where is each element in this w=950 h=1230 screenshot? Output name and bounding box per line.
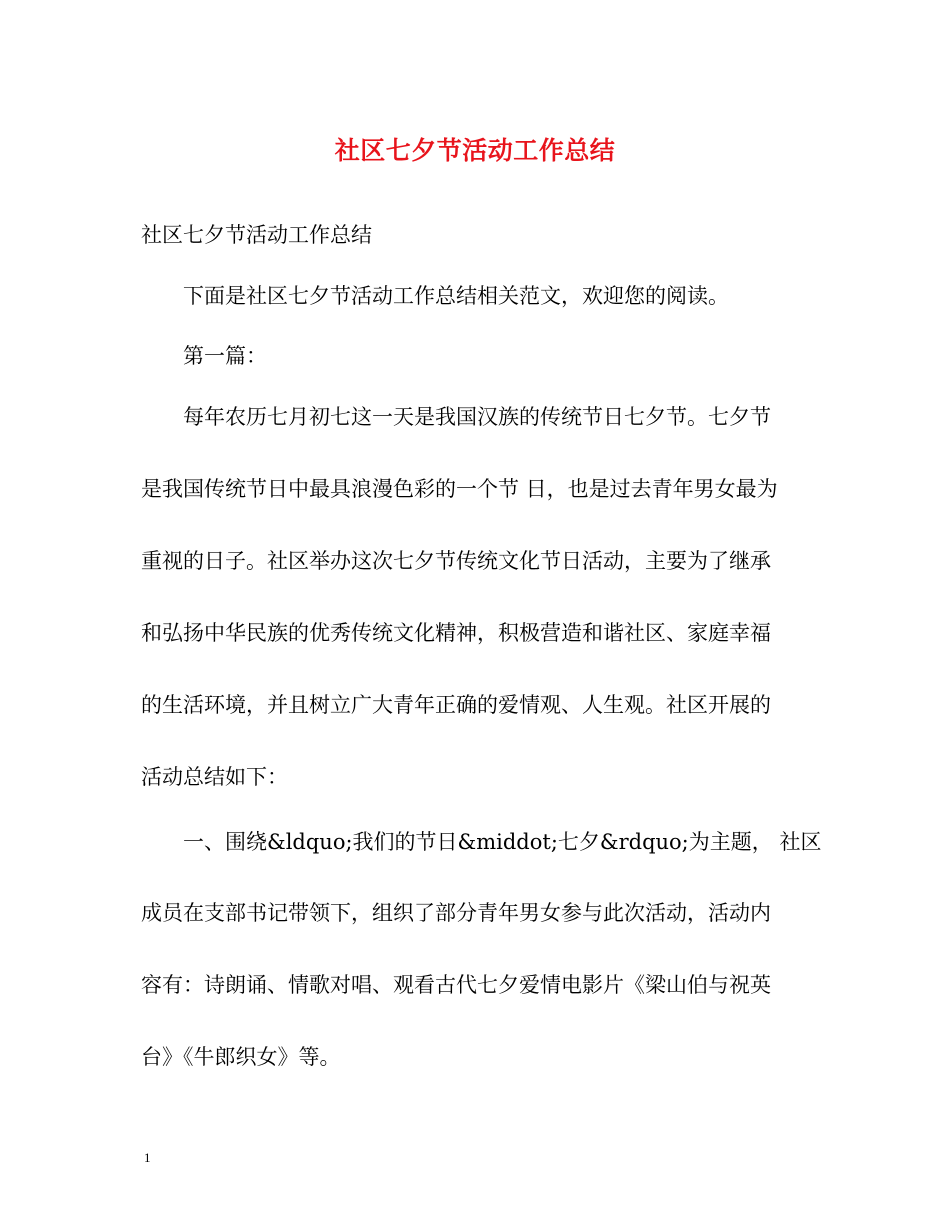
paragraph-line: 一、围绕&ldquo;我们的节日&middot;七夕&rdquo;为主题， 社区 [183, 830, 822, 854]
subtitle-line: 社区七夕节活动工作总结 [141, 223, 372, 247]
intro-line: 下面是社区七夕节活动工作总结相关范文，欢迎您的阅读。 [183, 284, 729, 308]
paragraph-line: 重视的日子。社区举办这次七夕节传统文化节日活动，主要为了继承 [141, 549, 771, 573]
section-heading: 第一篇： [183, 344, 267, 368]
paragraph-line: 台》《牛郎织女》等。 [141, 1045, 341, 1069]
paragraph-line: 活动总结如下： [141, 765, 288, 789]
paragraph-line: 的生活环境，并且树立广大青年正确的爱情观、人生观。社区开展的 [141, 693, 771, 717]
page-number: 1 [144, 1150, 151, 1165]
paragraph-line: 和弘扬中华民族的优秀传统文化精神，积极营造和谐社区、家庭幸福 [141, 621, 771, 645]
paragraph-line: 成员在支部书记带领下，组织了部分青年男女参与此次活动，活动内 [141, 901, 771, 925]
paragraph-line: 容有：诗朗诵、情歌对唱、观看古代七夕爱情电影片《梁山伯与祝英 [141, 973, 771, 997]
paragraph-line: 每年农历七月初七这一天是我国汉族的传统节日七夕节。七夕节 [183, 405, 771, 429]
document-title: 社区七夕节活动工作总结 [334, 136, 616, 165]
paragraph-line: 是我国传统节日中最具浪漫色彩的一个节 日，也是过去青年男女最为 [141, 477, 778, 501]
